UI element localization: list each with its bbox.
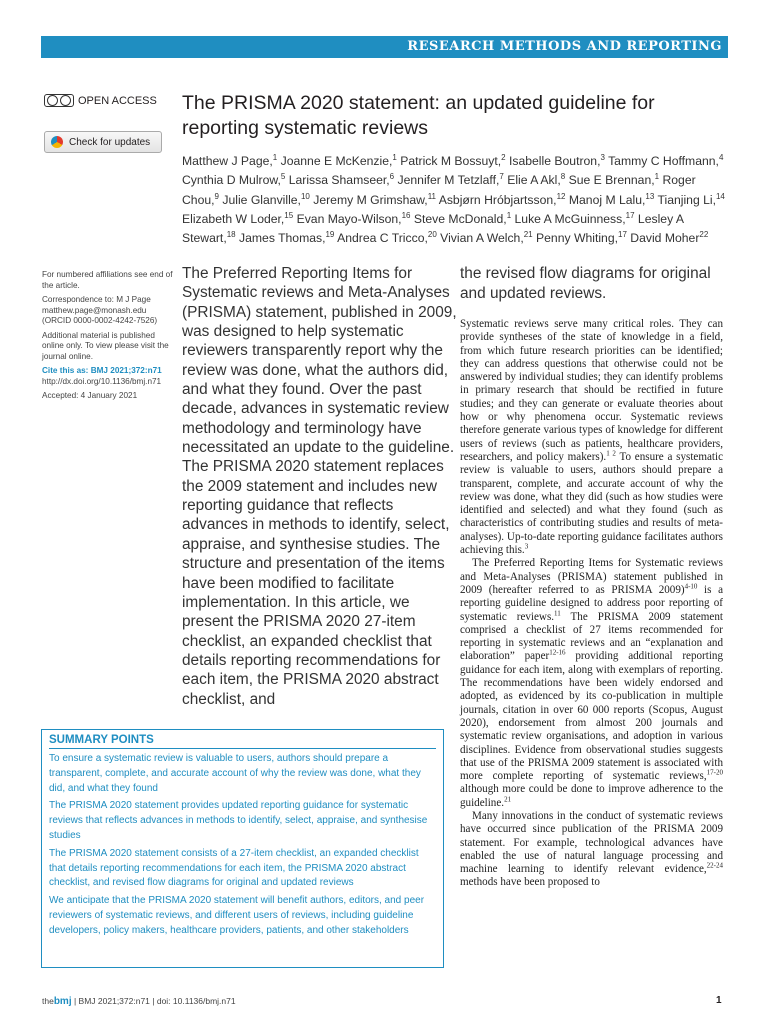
correspondence-name: M J Page: [116, 295, 151, 304]
body-paragraph: The Preferred Reporting Items for Systematic reviews and Meta-Analyses (PRISMA) statement published in 2009 (hereafter referred to as PRISMA 2009)$^{4-10}$ is a reporting guideline designed to address poor reporting of systematic reviews.$^{11}$ The PRISMA 2009 statement comprised a checklist of 27 items recommended for reporting in systematic reviews and an “explanation and elaboration” paper$^{12-16}$ providing additional reporting guidance for each item, along with exemplars of reporting. The recommendations have been widely endorsed and adopted, as evidenced by its co-publication in multiple journals, citation in over 60 000 reports (Scopus, August 2020), endorsement from almost 200 journals and systematic review organisations, and adoption in various disciplines. Evidence from observational studies suggests that use of the PRISMA 2009 statement is associated with more complete reporting of systematic reviews,$^{17-20}$ although more could be done to improve adherence to the guideline.$^{21}$: [460, 557, 723, 809]
abstract-column-1: The Preferred Reporting Items for Systematic reviews and Meta-Analyses (PRISMA) statement, published in 2009, was designed to help systematic reviewers transparently report why the review was done, what the authors did, and what they found. Over the past decade, advances in systematic review methodology and terminology have necessitated an update to the guideline. The PRISMA 2020 statement replaces the 2009 statement and includes new reporting guidance that reflects advances in methods to identify, select, appraise, and synthesise studies. The structure and presentation of the items have been modified to facilitate implementation. In this article, we present the PRISMA 2020 27-item checklist, an expanded checklist that details reporting recommendations for each item, the PRISMA 2020 abstract checklist, and: [182, 265, 457, 708]
article-title: The PRISMA 2020 statement: an updated guideline for reporting systematic reviews: [182, 92, 655, 139]
creative-commons-icon: [44, 94, 74, 107]
summary-points-box: [41, 729, 444, 968]
abstract-column-2: the revised flow diagrams for original and updated reviews.: [460, 265, 711, 302]
footer-brand-prefix: the: [42, 996, 54, 1006]
correspondence-label: Correspondence to:: [42, 295, 114, 304]
open-access-label: OPEN ACCESS: [78, 94, 157, 107]
accepted-date: Accepted: 4 January 2021: [42, 391, 138, 400]
orcid[interactable]: (ORCID 0000-0002-4242-7526): [42, 316, 158, 325]
body-paragraph: Systematic reviews serve many critical roles. They can provide syntheses of the state of knowledge in a field, from which future research priorities can be identified; they can address questions that otherwise could not be answered by individual studies; they can identify problems in primary research that should be rectified in future studies; and they can generate or evaluate theories about how or why phenomena occur. Systematic reviews therefore generate various types of knowledge for different users of reviews (such as patients, healthcare providers, researchers, and policy makers).$^{1 2}$ To ensure a systematic review is valuable to users, authors should prepare a transparent, complete, and accurate account of why the review was done, what they did (such as how studies were identified and selected) and what they found (such as characteristics of contributing studies and results of meta-analyses). Up-to-date reporting guidance facilitates authors achieving this.$^3$: [460, 318, 723, 557]
summary-point: The PRISMA 2020 statement consists of a 27-item checklist, an expanded checklist that details reporting recommendations for each item, the PRISMA 2020 abstract checklist, and revised flow diagrams for original and updated reviews: [49, 847, 419, 889]
citation: [42, 366, 174, 387]
page-footer: [42, 996, 236, 1007]
summary-point: To ensure a systematic review is valuable to users, authors should prepare a transparent, complete, and accurate account of why the review was done, what they did, and what they found: [49, 753, 421, 794]
open-access-badge[interactable]: [44, 94, 157, 107]
cite-label: Cite this as:: [42, 366, 89, 375]
page-number: 1: [716, 995, 722, 1006]
check-for-updates-button[interactable]: [44, 131, 162, 153]
affiliations-note: For numbered affiliations see end of the article.: [42, 270, 173, 290]
correspondence-email[interactable]: matthew.page@monash.edu: [42, 305, 147, 315]
article-info-sidebar: [42, 270, 174, 406]
summary-point: The PRISMA 2020 statement provides updated reporting guidance for systematic reviews that reflects advances in methods to identify, select, appraise, and synthesise studies: [49, 800, 428, 841]
bmj-logo: bmj: [53, 996, 72, 1007]
cite-ref: BMJ 2021;372:n71: [90, 366, 162, 375]
summary-point: We anticipate that the PRISMA 2020 statement will benefit authors, editors, and peer reviewers of systematic reviews, and different users of reviews, including guideline developers, policy makers, healthcare providers, patients, and other stakeholders: [49, 895, 425, 936]
additional-material-note: Additional material is published online only. To view please visit the journal online.: [42, 330, 169, 361]
crossmark-icon: [51, 136, 63, 148]
body-text: [460, 318, 723, 890]
doi-link[interactable]: http://dx.doi.org/10.1136/bmj.n71: [42, 376, 162, 386]
body-paragraph: Many innovations in the conduct of systematic reviews have occurred since publication of the PRISMA 2009 statement. For example, technological advances have enabled the use of natural language processing and machine learning to identify relevant evidence,$^{22-24}$ methods have been proposed to: [460, 809, 723, 889]
section-banner: RESEARCH METHODS AND REPORTING: [41, 36, 728, 58]
summary-heading: SUMMARY POINTS: [49, 734, 154, 746]
author-list: Matthew J Page,$^1$ Joanne E McKenzie,$^1$ Patrick M Bossuyt,$^2$ Isabelle Boutron,$^3$ Tammy C Hoffmann,$^4$ Cynthia D Mulrow,$^5$ Larissa Shamseer,$^6$ Jennifer M Tetzlaff,$^7$ Elie A Akl,$^8$ Sue E Brennan,$^1$ Roger Chou,$^9$ Julie Glanville,$^{10}$ Jeremy M Grimshaw,$^{11}$ Asbjørn Hróbjartsson,$^{12}$ Manoj M Lalu,$^{13}$ Tianjing Li,$^{14}$ Elizabeth W Loder,$^{15}$ Evan Mayo-Wilson,$^{16}$ Steve McDonald,$^1$ Luke A McGuinness,$^{17}$ Lesley A Stewart,$^{18}$ James Thomas,$^{19}$ Andrea C Tricco,$^{20}$ Vivian A Welch,$^{21}$ Penny Whiting,$^{17}$ David Moher$^{22}$: [182, 153, 725, 246]
correspondence: [42, 295, 174, 327]
check-updates-label: Check for updates: [69, 136, 151, 148]
footer-citation: | BMJ 2021;372:n71 | doi: 10.1136/bmj.n71: [73, 996, 236, 1006]
